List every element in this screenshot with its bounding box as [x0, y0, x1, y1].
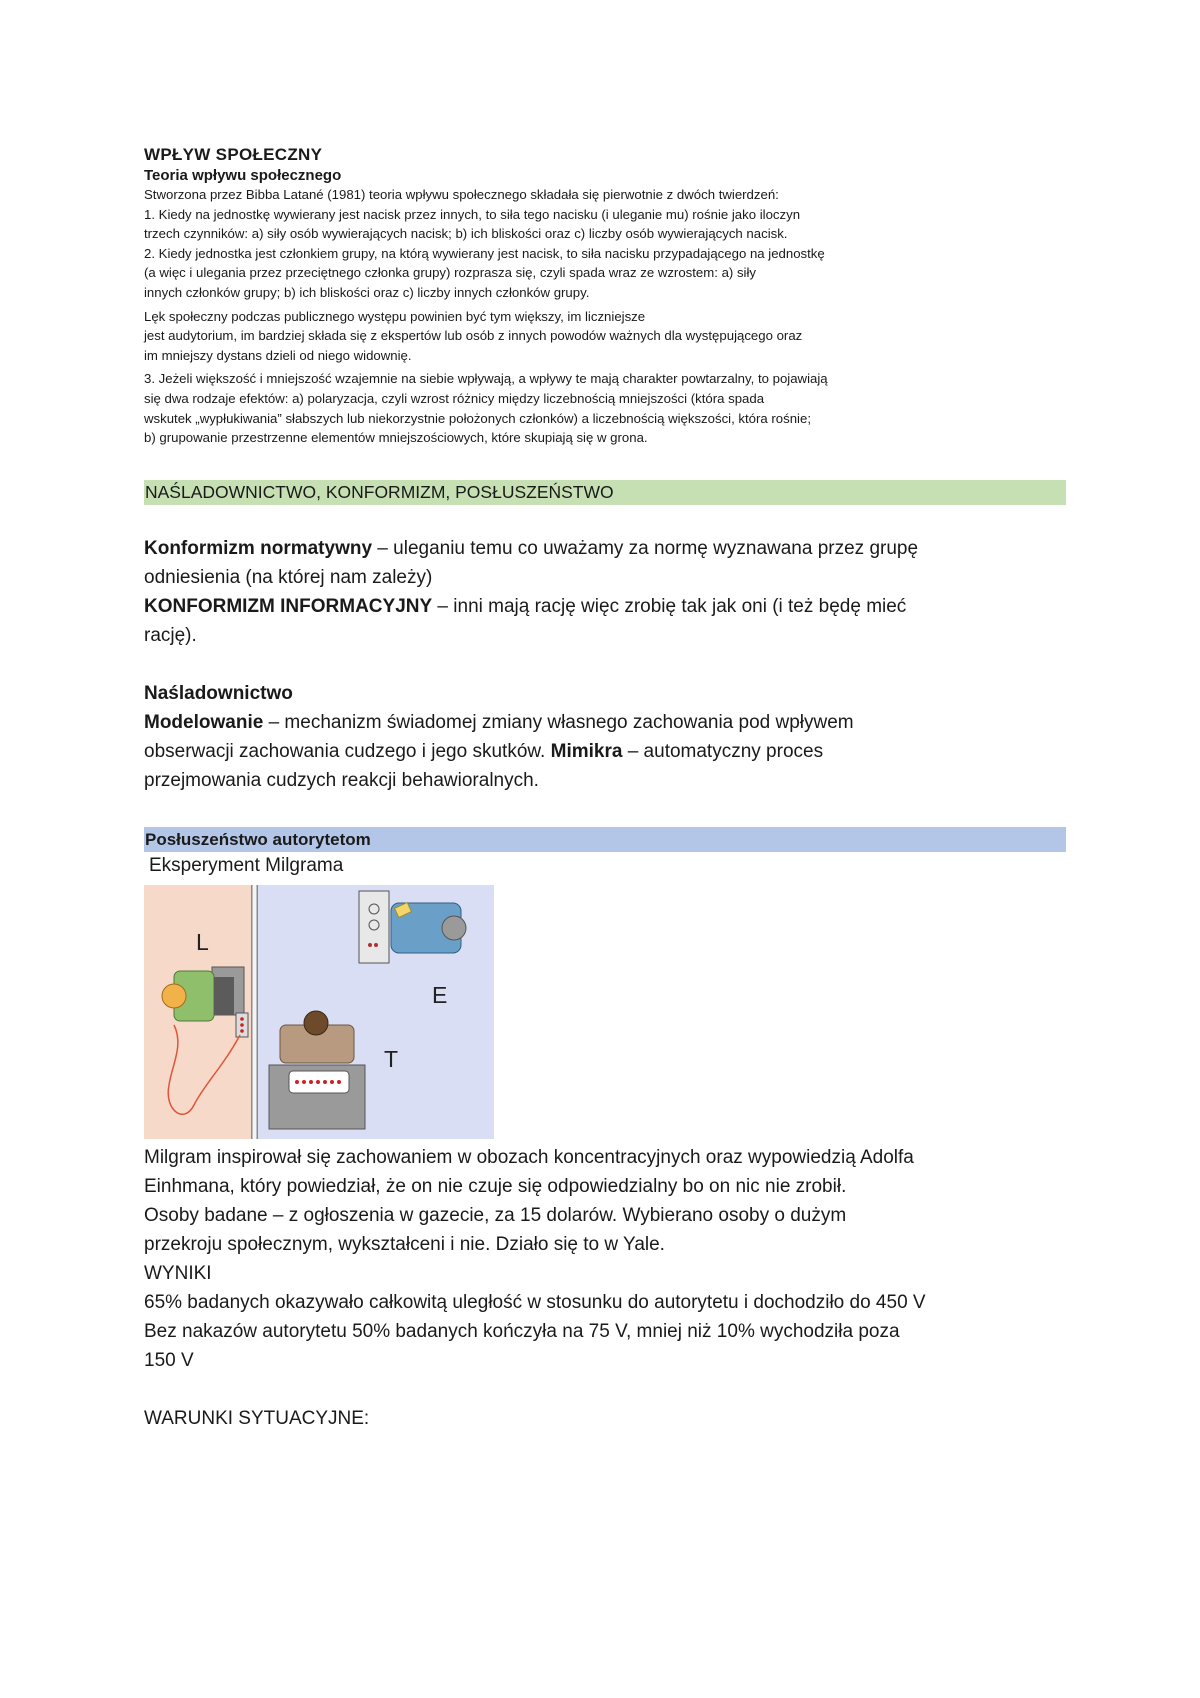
section-subtitle: Teoria wpływu społecznego [144, 167, 342, 184]
text-line: wskutek „wypłukiwania” słabszych lub niekorzystnie położonych członków) a liczebnością większości, która rośnie; [144, 410, 811, 426]
text-line [144, 737, 1066, 766]
figure-label-learner: L [196, 928, 209, 955]
text-line: im mniejszy dystans dzieli od niego widownię. [144, 347, 412, 363]
text-line: Lęk społeczny podczas publicznego występu powinien być tym większy, im liczniejsze [144, 308, 646, 324]
text-line: 65% badanych okazywało całkowitą uległość w stosunku do autorytetu i dochodziło do 450 V [144, 1291, 926, 1313]
term-bold: Mimikra [550, 740, 623, 762]
definition-text: – inni mają rację więc zrobię tak jak oni (i też będę mieć [432, 595, 907, 617]
nasladownictwo-heading [144, 679, 1066, 708]
text-line [144, 592, 1066, 621]
text-line: Stworzona przez Bibba Latané (1981) teoria wpływu społecznego składała się pierwotnie z dwóch twierdzeń: [144, 187, 779, 202]
definition-text: obserwacji zachowania cudzego i jego skutków. [144, 740, 551, 762]
text-line: jest audytorium, im bardziej składa się z ekspertów lub osób z innych powodów ważnych dla występującego oraz [144, 328, 803, 344]
text-line: przekroju społecznym, wykształceni i nie. Działo się to w Yale. [144, 1233, 665, 1255]
text-line: Einhmana, który powiedział, że on nie czuje się odpowiedzialny bo on nic nie zrobił. [144, 1175, 847, 1197]
nasladownictwo-paragraph [144, 679, 1066, 795]
results-paragraph [144, 1143, 1066, 1375]
text-line: Osoby badane – z ogłoszenia w gazecie, za 15 dolarów. Wybierano osoby o dużym [144, 1204, 847, 1226]
term-bold: KONFORMIZM INFORMACYJNY [144, 595, 433, 617]
definition-text: – mechanizm świadomej zmiany własnego zachowania pod wpływem [263, 711, 854, 733]
text-line: 3. Jeżeli większość i mniejszość wzajemnie na siebie wpływają, a wpływy te mają charakter powtarzalny, to pojawiają [144, 371, 828, 387]
theory-paragraph [144, 185, 1066, 303]
spacer [144, 505, 1066, 534]
text-line: trzech czynników: a) siły osób wywierających nacisk; b) ich bliskości oraz c) liczby osób wywierających nacisk. [144, 226, 788, 242]
text-line: 1. Kiedy na jednostkę wywierany jest nacisk przez innych, to siła tego nacisku (i uleganie mu) rośnie jako iloczyn [144, 206, 801, 222]
text-line [144, 708, 1066, 737]
teacher-figure [269, 1011, 365, 1129]
text-line: innych członków grupy; b) ich bliskości oraz c) liczby innych członków grupy. [144, 284, 590, 300]
section-heading-blue: Posłuszeństwo autorytetom [144, 827, 1066, 852]
page-title: WPŁYW SPOŁECZNY [144, 145, 323, 164]
figure-label-teacher: T [384, 1045, 399, 1072]
spacer [144, 1375, 1066, 1404]
definition-text: – automatyczny proces [622, 740, 824, 762]
konformizm-paragraph [144, 534, 1066, 650]
text-line: Milgram inspirował się zachowaniem w obozach koncentracyjnych oraz wypowiedzią Adolfa [144, 1146, 914, 1168]
text-line: b) grupowanie przestrzenne elementów mniejszościowych, które skupiają się w grona. [144, 430, 648, 446]
text-line: (a więc i ulegania przez przeciętnego członka grupy) rozprasza się, czyli spada wraz ze wzrostem: a) siły [144, 265, 757, 281]
text-line: rację). [144, 624, 197, 646]
point3-paragraph [144, 369, 1066, 447]
text-line: Bez nakazów autorytetu 50% badanych kończyła na 75 V, mniej niż 10% wychodziła poza [144, 1320, 900, 1342]
warunki-heading: WARUNKI SYTUACYJNE: [144, 1407, 370, 1429]
results-heading: WYNIKI [144, 1262, 212, 1284]
milgram-experiment-figure [144, 885, 494, 1139]
term-bold: Konformizm normatywny [144, 537, 373, 559]
term-bold: Modelowanie [144, 711, 264, 733]
text-line: przejmowania cudzych reakcji behawioralnych. [144, 769, 539, 791]
text-line: 150 V [144, 1349, 194, 1371]
document-page [144, 144, 1066, 1433]
lek-paragraph [144, 307, 1066, 366]
text-line: odniesienia (na której nam zależy) [144, 566, 433, 588]
text-line: 2. Kiedy jednostka jest członkiem grupy, na którą wywierany jest nacisk, to siła nacisku przypadającego na jednostkę [144, 245, 825, 261]
definition-text: – uleganiu temu co uważamy za normę wyznawana przez grupę [372, 537, 919, 559]
section-heading-green: NAŚLADOWNICTWO, KONFORMIZM, POSŁUSZEŃSTWO [144, 480, 1066, 505]
figure-label-experimenter: E [432, 981, 448, 1008]
text-line [144, 534, 1066, 563]
heading-bold: Naśladownictwo [144, 682, 293, 704]
spacer [144, 650, 1066, 679]
experiment-label: Eksperyment Milgrama [149, 854, 344, 876]
text-line: się dwa rodzaje efektów: a) polaryzacja, czyli wzrost różnicy między liczebnością mniejszości (która spada [144, 390, 765, 406]
